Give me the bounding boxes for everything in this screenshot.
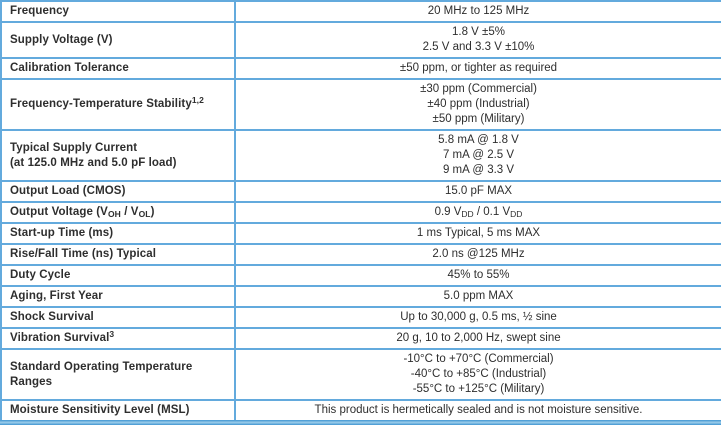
text-segment: -10°C to +70°C (Commercial) <box>403 353 554 365</box>
table-row <box>1 265 721 286</box>
text-segment: Up to 30,000 g, 0.5 ms, ½ sine <box>400 311 557 323</box>
value-cell <box>235 244 721 265</box>
text-segment: Ranges <box>10 375 53 388</box>
value-cell <box>235 1 721 22</box>
text-segment: Duty Cycle <box>10 269 71 281</box>
table-row <box>1 244 721 265</box>
parameter-label-line <box>10 184 228 199</box>
parameter-label-line <box>10 4 228 19</box>
value-line <box>242 382 715 397</box>
value-cell <box>235 202 721 223</box>
parameter-cell <box>1 349 235 400</box>
text-segment: 5.8 mA @ 1.8 V <box>438 134 519 146</box>
value-line <box>242 310 715 325</box>
text-segment: Calibration Tolerance <box>10 62 129 74</box>
value-line <box>242 40 715 55</box>
parameter-label-line <box>10 141 228 156</box>
parameter-label-line <box>10 331 228 346</box>
parameter-cell <box>1 130 235 181</box>
parameter-label-line <box>10 61 228 76</box>
text-segment: Output Voltage (V <box>10 206 108 218</box>
value-cell <box>235 181 721 202</box>
value-cell <box>235 265 721 286</box>
parameter-label-line <box>10 375 228 390</box>
value-cell <box>235 223 721 244</box>
value-cell <box>235 328 721 349</box>
value-line <box>242 82 715 97</box>
parameter-cell <box>1 244 235 265</box>
table-row <box>1 58 721 79</box>
parameter-cell <box>1 400 235 420</box>
text-segment: / 0.1 V <box>473 206 511 218</box>
text-segment: 20 g, 10 to 2,000 Hz, swept sine <box>396 332 561 344</box>
text-segment: ±50 ppm (Military) <box>432 113 525 125</box>
text-segment: Start-up Time (ms) <box>10 227 114 239</box>
parameter-cell <box>1 223 235 244</box>
text-segment: -55°C to +125°C (Military) <box>412 383 545 395</box>
value-line <box>242 289 715 304</box>
text-segment: Moisture Sensitivity Level (MSL) <box>10 404 190 416</box>
value-line <box>242 403 715 418</box>
text-segment: 2.0 ns @125 MHz <box>432 248 525 260</box>
superscript-note: 1,2 <box>191 95 204 105</box>
value-line <box>242 184 715 199</box>
parameter-cell <box>1 79 235 130</box>
table-row <box>1 79 721 130</box>
table-row <box>1 307 721 328</box>
text-segment: -40°C to +85°C (Industrial) <box>410 368 547 380</box>
value-line <box>242 247 715 262</box>
text-segment: Rise/Fall Time (ns) Typical <box>10 248 157 260</box>
parameter-label-line <box>10 205 228 220</box>
parameter-label-line <box>10 403 228 418</box>
text-segment: (at 125.0 MHz and 5.0 pF load) <box>10 156 177 169</box>
parameter-label-line <box>10 97 228 112</box>
text-segment: 1 ms Typical, 5 ms MAX <box>416 227 541 239</box>
spec-table-body <box>1 1 721 420</box>
value-cell <box>235 400 721 420</box>
value-line <box>242 367 715 382</box>
parameter-cell <box>1 202 235 223</box>
text-segment: Vibration Survival <box>10 332 110 344</box>
text-segment: 20 MHz to 125 MHz <box>427 5 530 17</box>
value-cell <box>235 307 721 328</box>
text-segment: 5.0 ppm MAX <box>443 290 514 302</box>
text-segment: Frequency <box>10 5 70 17</box>
table-row <box>1 181 721 202</box>
parameter-cell <box>1 181 235 202</box>
text-segment: Supply Voltage (V) <box>10 33 113 46</box>
value-line <box>242 268 715 283</box>
parameter-label-line <box>10 360 228 375</box>
subscript-text: DD <box>510 209 523 219</box>
text-segment: Aging, First Year <box>10 290 103 302</box>
text-segment: 7 mA @ 2.5 V <box>442 149 515 161</box>
subscript-text: OL <box>138 209 151 219</box>
text-segment: ±30 ppm (Commercial) <box>420 83 537 95</box>
parameter-label-line <box>10 289 228 304</box>
value-line <box>242 61 715 76</box>
table-row <box>1 1 721 22</box>
subscript-text: OH <box>107 209 121 219</box>
value-line <box>242 163 715 178</box>
parameter-cell <box>1 22 235 58</box>
parameter-cell <box>1 1 235 22</box>
text-segment: Typical Supply Current <box>10 141 138 154</box>
parameter-label-line <box>10 310 228 325</box>
text-segment: ±50 ppm, or tighter as required <box>399 62 558 74</box>
value-cell <box>235 79 721 130</box>
table-row <box>1 202 721 223</box>
text-segment: Shock Survival <box>10 311 94 323</box>
parameter-label-line <box>10 33 228 48</box>
text-segment: Frequency-Temperature Stability <box>10 98 192 110</box>
value-line <box>242 226 715 241</box>
text-segment: 0.9 V <box>434 206 462 218</box>
value-line <box>242 148 715 163</box>
text-segment: 9 mA @ 3.3 V <box>442 164 515 176</box>
text-segment: This product is hermetically sealed and is not moisture sensitive. <box>314 404 643 416</box>
parameter-label-line <box>10 268 228 283</box>
text-segment: 15.0 pF MAX <box>444 185 513 197</box>
parameter-label-line <box>10 226 228 241</box>
value-line <box>242 133 715 148</box>
text-segment: Output Load (CMOS) <box>10 185 126 197</box>
value-cell <box>235 58 721 79</box>
parameter-label-line <box>10 247 228 262</box>
text-segment: ) <box>150 206 155 218</box>
parameter-label-line <box>10 156 228 171</box>
table-row <box>1 22 721 58</box>
table-row <box>1 223 721 244</box>
table-row <box>1 130 721 181</box>
table-bottom-frame <box>0 420 721 425</box>
parameter-cell <box>1 58 235 79</box>
text-segment: ±40 ppm (Industrial) <box>427 98 530 110</box>
value-cell <box>235 286 721 307</box>
value-line <box>242 331 715 346</box>
value-line <box>242 97 715 112</box>
text-segment: 45% to 55% <box>447 269 510 281</box>
table-row <box>1 400 721 420</box>
value-line <box>242 205 715 220</box>
text-segment: / V <box>120 206 139 218</box>
text-segment: 2.5 V and 3.3 V ±10% <box>422 41 535 53</box>
value-line <box>242 4 715 19</box>
superscript-note: 3 <box>109 329 115 339</box>
value-cell <box>235 349 721 400</box>
table-row <box>1 328 721 349</box>
value-line <box>242 112 715 127</box>
value-cell <box>235 130 721 181</box>
parameter-cell <box>1 265 235 286</box>
parameter-cell <box>1 307 235 328</box>
text-segment: 1.8 V ±5% <box>452 26 505 38</box>
text-segment: Standard Operating Temperature <box>10 360 193 373</box>
parameter-cell <box>1 286 235 307</box>
value-line <box>242 25 715 40</box>
subscript-text: DD <box>461 209 474 219</box>
table-row <box>1 286 721 307</box>
value-cell <box>235 22 721 58</box>
parameter-cell <box>1 328 235 349</box>
value-line <box>242 352 715 367</box>
table-row <box>1 349 721 400</box>
